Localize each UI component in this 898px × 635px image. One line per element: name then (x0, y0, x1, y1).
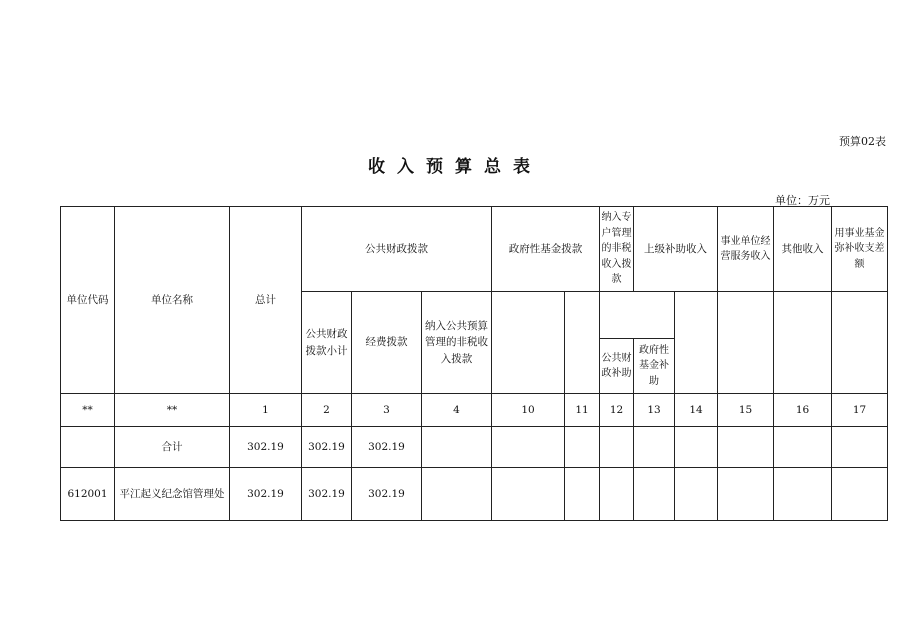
table-row-total (61, 427, 888, 468)
cell-code (61, 427, 115, 468)
col-header-pf-expense: 经费拨款 (352, 292, 422, 394)
cell-empty (774, 427, 832, 468)
cell-empty (422, 468, 492, 521)
index-cell: 13 (634, 394, 675, 427)
index-cell: 16 (774, 394, 832, 427)
index-row (61, 394, 888, 427)
cell-empty (718, 468, 774, 521)
index-cell: 3 (352, 394, 422, 427)
cell-empty (565, 468, 600, 521)
index-cell: 15 (718, 394, 774, 427)
col-header-other-income: 其他收入 (774, 207, 832, 292)
col-header-other-blank (718, 292, 774, 394)
cell-empty (832, 468, 888, 521)
cell-empty (600, 468, 634, 521)
col-header-pf-subtotal: 公共财政拨款小计 (302, 292, 352, 394)
col-header-sub-public: 公共财政补助 (600, 339, 634, 394)
index-cell: 2 (302, 394, 352, 427)
cell-empty (774, 468, 832, 521)
cell-total: 302.19 (230, 468, 302, 521)
col-header-gov-fund: 政府性基金拨款 (492, 207, 600, 292)
index-cell: ** (115, 394, 230, 427)
cell-pf-subtotal: 302.19 (302, 468, 352, 521)
cell-empty (492, 468, 565, 521)
col-header-pf-nontax: 纳入公共预算管理的非税收入拨款 (422, 292, 492, 394)
cell-empty (675, 427, 718, 468)
col-header-total: 总计 (230, 207, 302, 394)
page-title: 收入预算总表 (368, 157, 542, 177)
cell-empty (718, 427, 774, 468)
col-header-public-finance: 公共财政拨款 (302, 207, 492, 292)
col-header-unit-code: 单位代码 (61, 207, 115, 394)
cell-empty (675, 468, 718, 521)
header-row-1 (61, 207, 888, 292)
index-cell: ** (61, 394, 115, 427)
cell-empty (634, 427, 675, 468)
cell-empty (600, 427, 634, 468)
index-cell: 1 (230, 394, 302, 427)
cell-pf-subtotal: 302.19 (302, 427, 352, 468)
col-header-superior-subsidy: 上级补助收入 (634, 207, 718, 292)
col-header-business-blank (675, 292, 718, 394)
unit-label: 单位：万元 (775, 194, 830, 207)
cell-pf-expense: 302.19 (352, 468, 422, 521)
table-row-unit (61, 468, 888, 521)
col-header-nontax-special: 纳入专户管理的非税收入拨款 (600, 207, 634, 292)
index-cell: 10 (492, 394, 565, 427)
col-header-gov-fund-blank (492, 292, 565, 394)
index-cell: 17 (832, 394, 888, 427)
form-number: 预算02表 (839, 135, 886, 148)
col-header-superior-blank (600, 292, 675, 339)
col-header-fund-offset: 用事业基金弥补收支差额 (832, 207, 888, 292)
col-header-sub-gov-fund: 政府性基金补助 (634, 339, 675, 394)
index-cell: 12 (600, 394, 634, 427)
index-cell: 14 (675, 394, 718, 427)
cell-code: 612001 (61, 468, 115, 521)
index-cell: 11 (565, 394, 600, 427)
cell-name: 平江起义纪念馆管理处 (115, 468, 230, 521)
cell-empty (492, 427, 565, 468)
cell-empty (565, 427, 600, 468)
col-header-business-income: 事业单位经营服务收入 (718, 207, 774, 292)
cell-total: 302.19 (230, 427, 302, 468)
col-header-nontax-special-blank (565, 292, 600, 394)
cell-empty (832, 427, 888, 468)
cell-empty (422, 427, 492, 468)
income-budget-table (60, 206, 888, 521)
col-header-fund-offset-blank (774, 292, 832, 394)
col-header-unit-name: 单位名称 (115, 207, 230, 394)
cell-pf-expense: 302.19 (352, 427, 422, 468)
cell-name: 合计 (115, 427, 230, 468)
cell-empty (634, 468, 675, 521)
index-cell: 4 (422, 394, 492, 427)
col-header-carryover-blank (832, 292, 888, 394)
